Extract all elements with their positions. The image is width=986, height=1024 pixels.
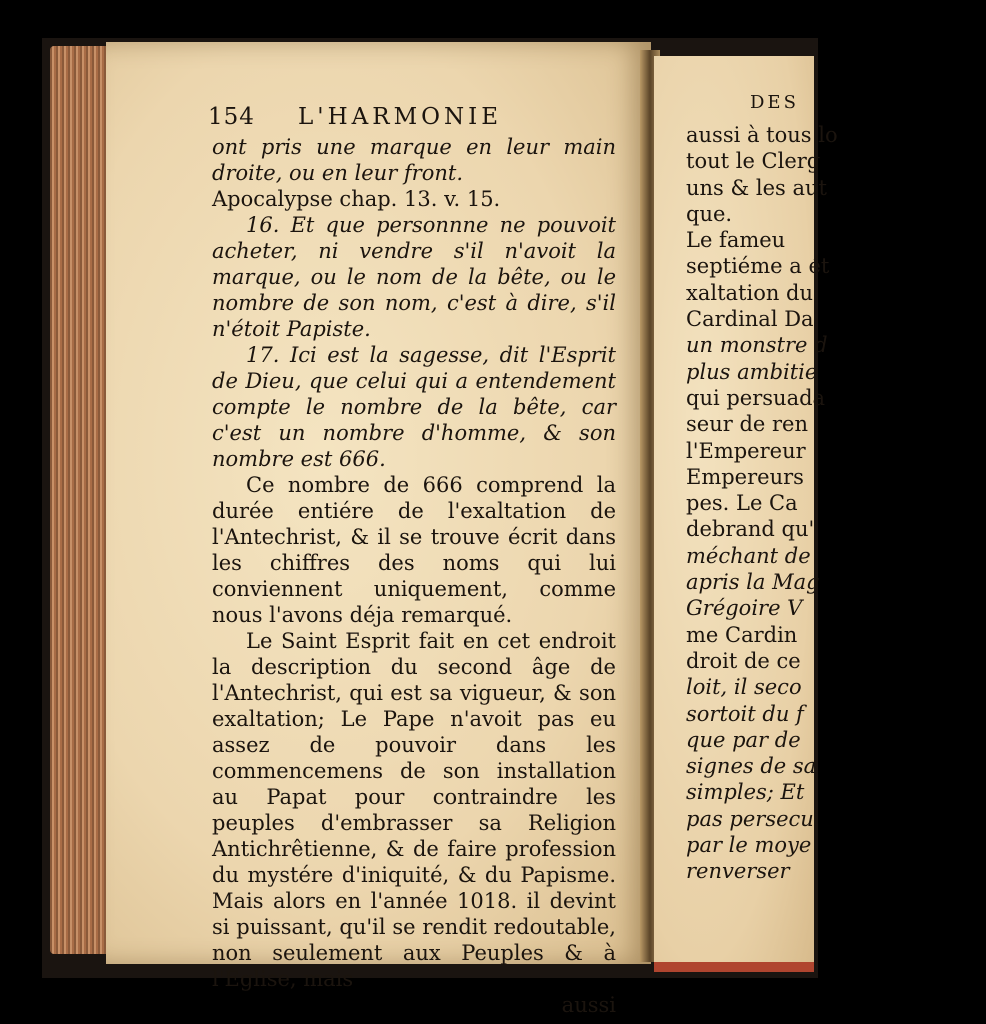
- catchword: aussi: [561, 993, 616, 1017]
- running-title: L'HARMONIE: [298, 104, 502, 130]
- text-line: apris la Mag: [686, 570, 820, 595]
- text-line: un monstre d: [686, 333, 828, 358]
- text-line: loit, il seco: [686, 675, 802, 700]
- text-line: qui persuada: [686, 385, 826, 410]
- text-line: pas persecu: [686, 806, 814, 831]
- right-page-text: [686, 122, 986, 885]
- text-line: xaltation du: [686, 280, 814, 305]
- paragraph: Le Saint Esprit fait en cet endroit la description du second âge de l'Antechrist, qui est sa vigueur, & son exaltation; Le Pape n'avoit pas eu assez de pouvoir dans les commencemens de son installation au Papat pour contraindre les peuples d'embrasser sa Religion Antichrêtienne, & de faire profession du mystére d'iniquité, & du Papisme. Mais alors en l'année 1018. il devint si puissant, qu'il se rendit redoutable, non seulement aux Peuples & à l'Eglise, mais: [212, 629, 616, 991]
- text-line: septiéme a ét: [686, 254, 830, 279]
- paragraph: 16. Et que personnne ne pouvoit acheter, ni vendre s'il n'avoit la marque, ou le nom de la bête, ou le nombre de son nom, c'est à dire, s'il n'étoit Papiste.: [212, 213, 616, 341]
- right-page: [654, 56, 838, 968]
- paragraph: ont pris une marque en leur main droite, ou en leur front.: [212, 135, 616, 185]
- text-line: droit de ce: [686, 648, 801, 673]
- text-line: sortoit du f: [686, 701, 804, 726]
- left-page-text: [212, 134, 616, 1018]
- text-line: Cardinal Da: [686, 307, 814, 332]
- text-line: que.: [686, 201, 733, 226]
- text-line: l'Empereur: [686, 438, 806, 463]
- text-line: plus ambitie: [686, 359, 818, 384]
- text-line: debrand qu': [686, 517, 815, 542]
- text-line: par le moye: [686, 833, 812, 858]
- text-line: tout le Clerg: [686, 149, 821, 174]
- text-line: Empereurs: [686, 464, 804, 489]
- text-line: Le fameu: [686, 228, 786, 253]
- paragraph: 17. Ici est la sagesse, dit l'Esprit de Dieu, que celui qui a entendement compte le nombre de la bête, car c'est un nombre d'homme, & son nombre est 666.: [212, 343, 616, 471]
- text-line: simples; Et: [686, 780, 805, 805]
- text-line: Grégoire V: [686, 596, 803, 621]
- text-line: seur de ren: [686, 412, 808, 437]
- right-running-title: DES: [750, 92, 799, 113]
- red-edge: [654, 962, 814, 972]
- text-line: uns & les aut: [686, 175, 827, 200]
- paragraph: Apocalypse chap. 13. v. 15.: [212, 187, 501, 211]
- text-line: que par de: [686, 727, 801, 752]
- page-edges: [50, 46, 112, 954]
- text-line: renverser: [686, 859, 790, 884]
- text-line: aussi à tous lo: [686, 123, 838, 147]
- page-number: 154: [208, 104, 255, 130]
- paragraph: Ce nombre de 666 comprend la durée entiére de l'exaltation de l'Antechrist, & il se trouve écrit dans les chiffres des noms qui lui conviennent uniquement, comme nous l'avons déja remarqué.: [212, 473, 616, 627]
- text-line: me Cardin: [686, 622, 798, 647]
- text-line: méchant de: [686, 543, 811, 568]
- text-line: signes de sa: [686, 754, 817, 779]
- text-line: pes. Le Ca: [686, 491, 798, 516]
- running-head: [208, 104, 620, 134]
